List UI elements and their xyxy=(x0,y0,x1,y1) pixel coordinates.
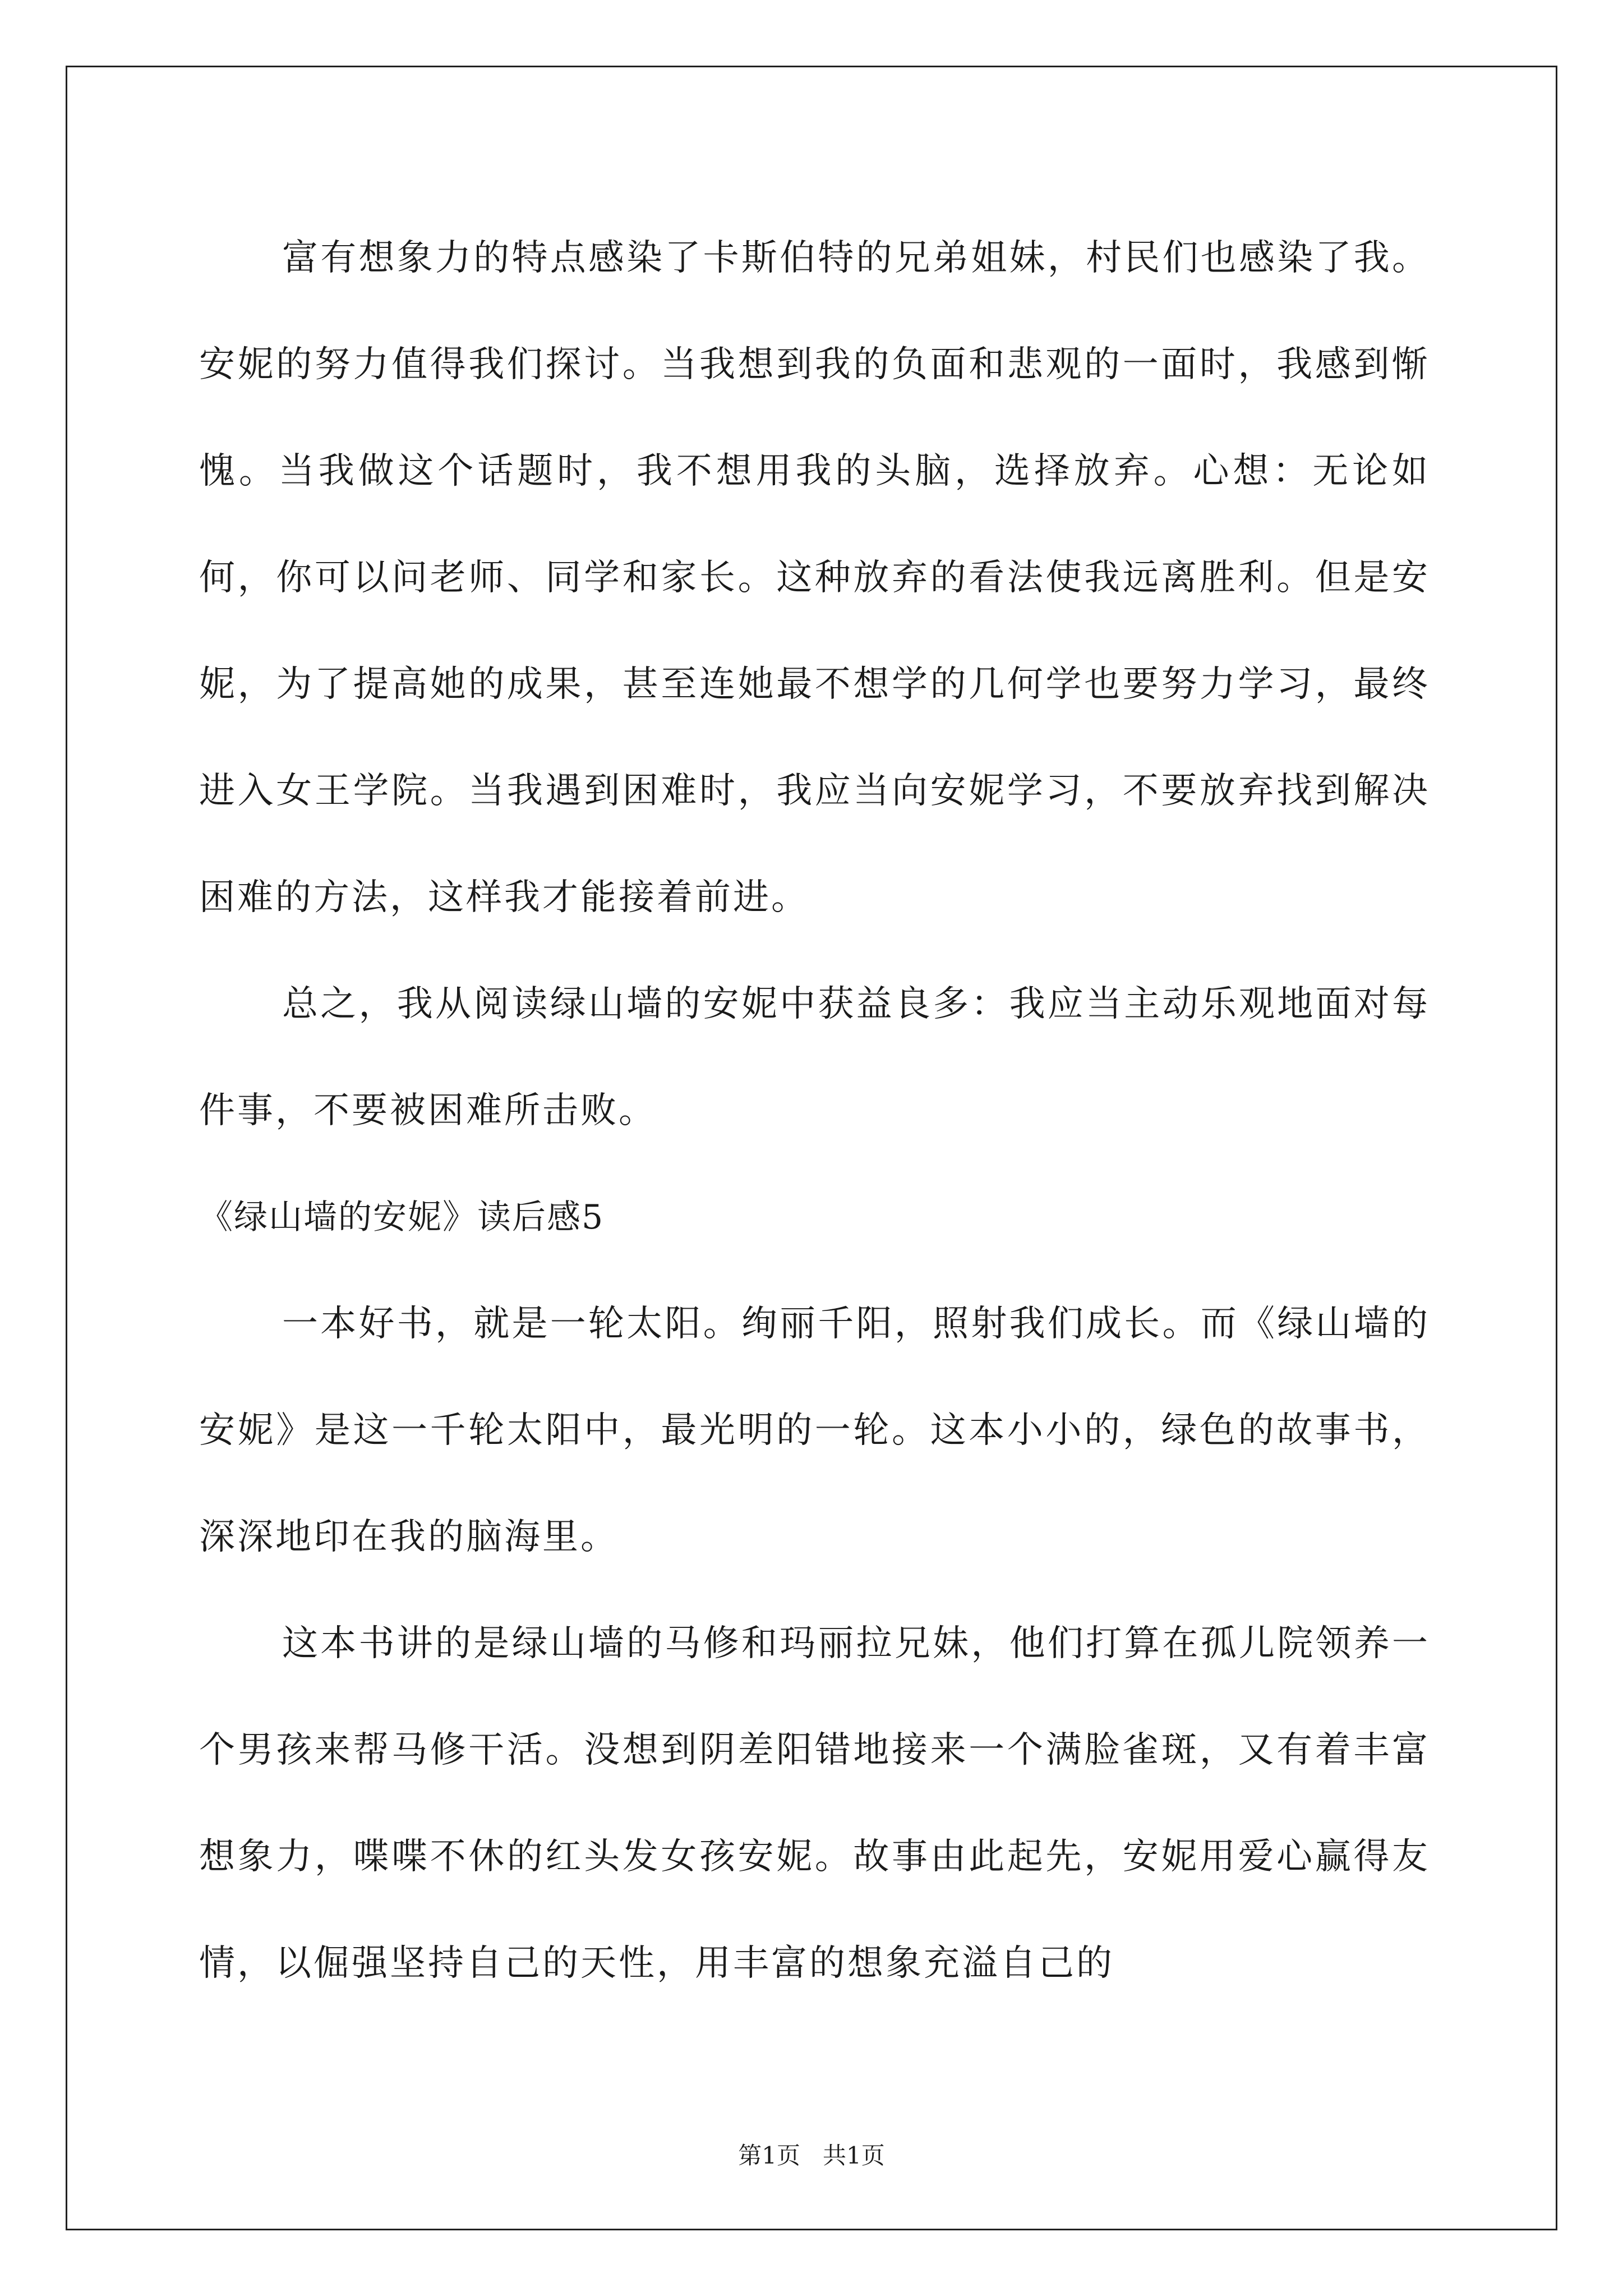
document-body xyxy=(199,205,1430,2017)
paragraph: 富有想象力的特点感染了卡斯伯特的兄弟姐妹，村民们也感染了我。安妮的努力值得我们探讨。当我想到我的负面和悲观的一面时，我感到惭愧。当我做这个话题时，我不想用我的头脑，选择放弃。心想：无论如何，你可以问老师、同学和家长。这种放弃的看法使我远离胜利。但是安妮，为了提高她的成果，甚至连她最不想学的几何学也要努力学习，最终进入女王学院。当我遇到困难时，我应当向安妮学习，不要放弃找到解决困难的方法，这样我才能接着前进。 xyxy=(199,237,1430,918)
section-heading: 《绿山墙的安妮》读后感5 xyxy=(199,1198,605,1237)
page-footer xyxy=(0,2137,1623,2171)
paragraph: 这本书讲的是绿山墙的马修和玛丽拉兄妹，他们打算在孤儿院领养一个男孩来帮马修干活。没想到阴差阳错地接来一个满脸雀斑，又有着丰富想象力，喋喋不休的红头发女孩安妮。故事由此起先，安妮用爱心赢得友情，以倔强坚持自己的天性，用丰富的想象充溢自己的 xyxy=(199,1623,1430,1984)
page-number: 第1页 共1页 xyxy=(738,2142,885,2169)
paragraph: 一本好书，就是一轮太阳。绚丽千阳，照射我们成长。而《绿山墙的安妮》是这一千轮太阳中，最光明的一轮。这本小小的，绿色的故事书，深深地印在我的脑海里。 xyxy=(199,1303,1430,1558)
paragraph: 总之，我从阅读绿山墙的安妮中获益良多：我应当主动乐观地面对每件事，不要被困难所击败。 xyxy=(199,983,1430,1131)
